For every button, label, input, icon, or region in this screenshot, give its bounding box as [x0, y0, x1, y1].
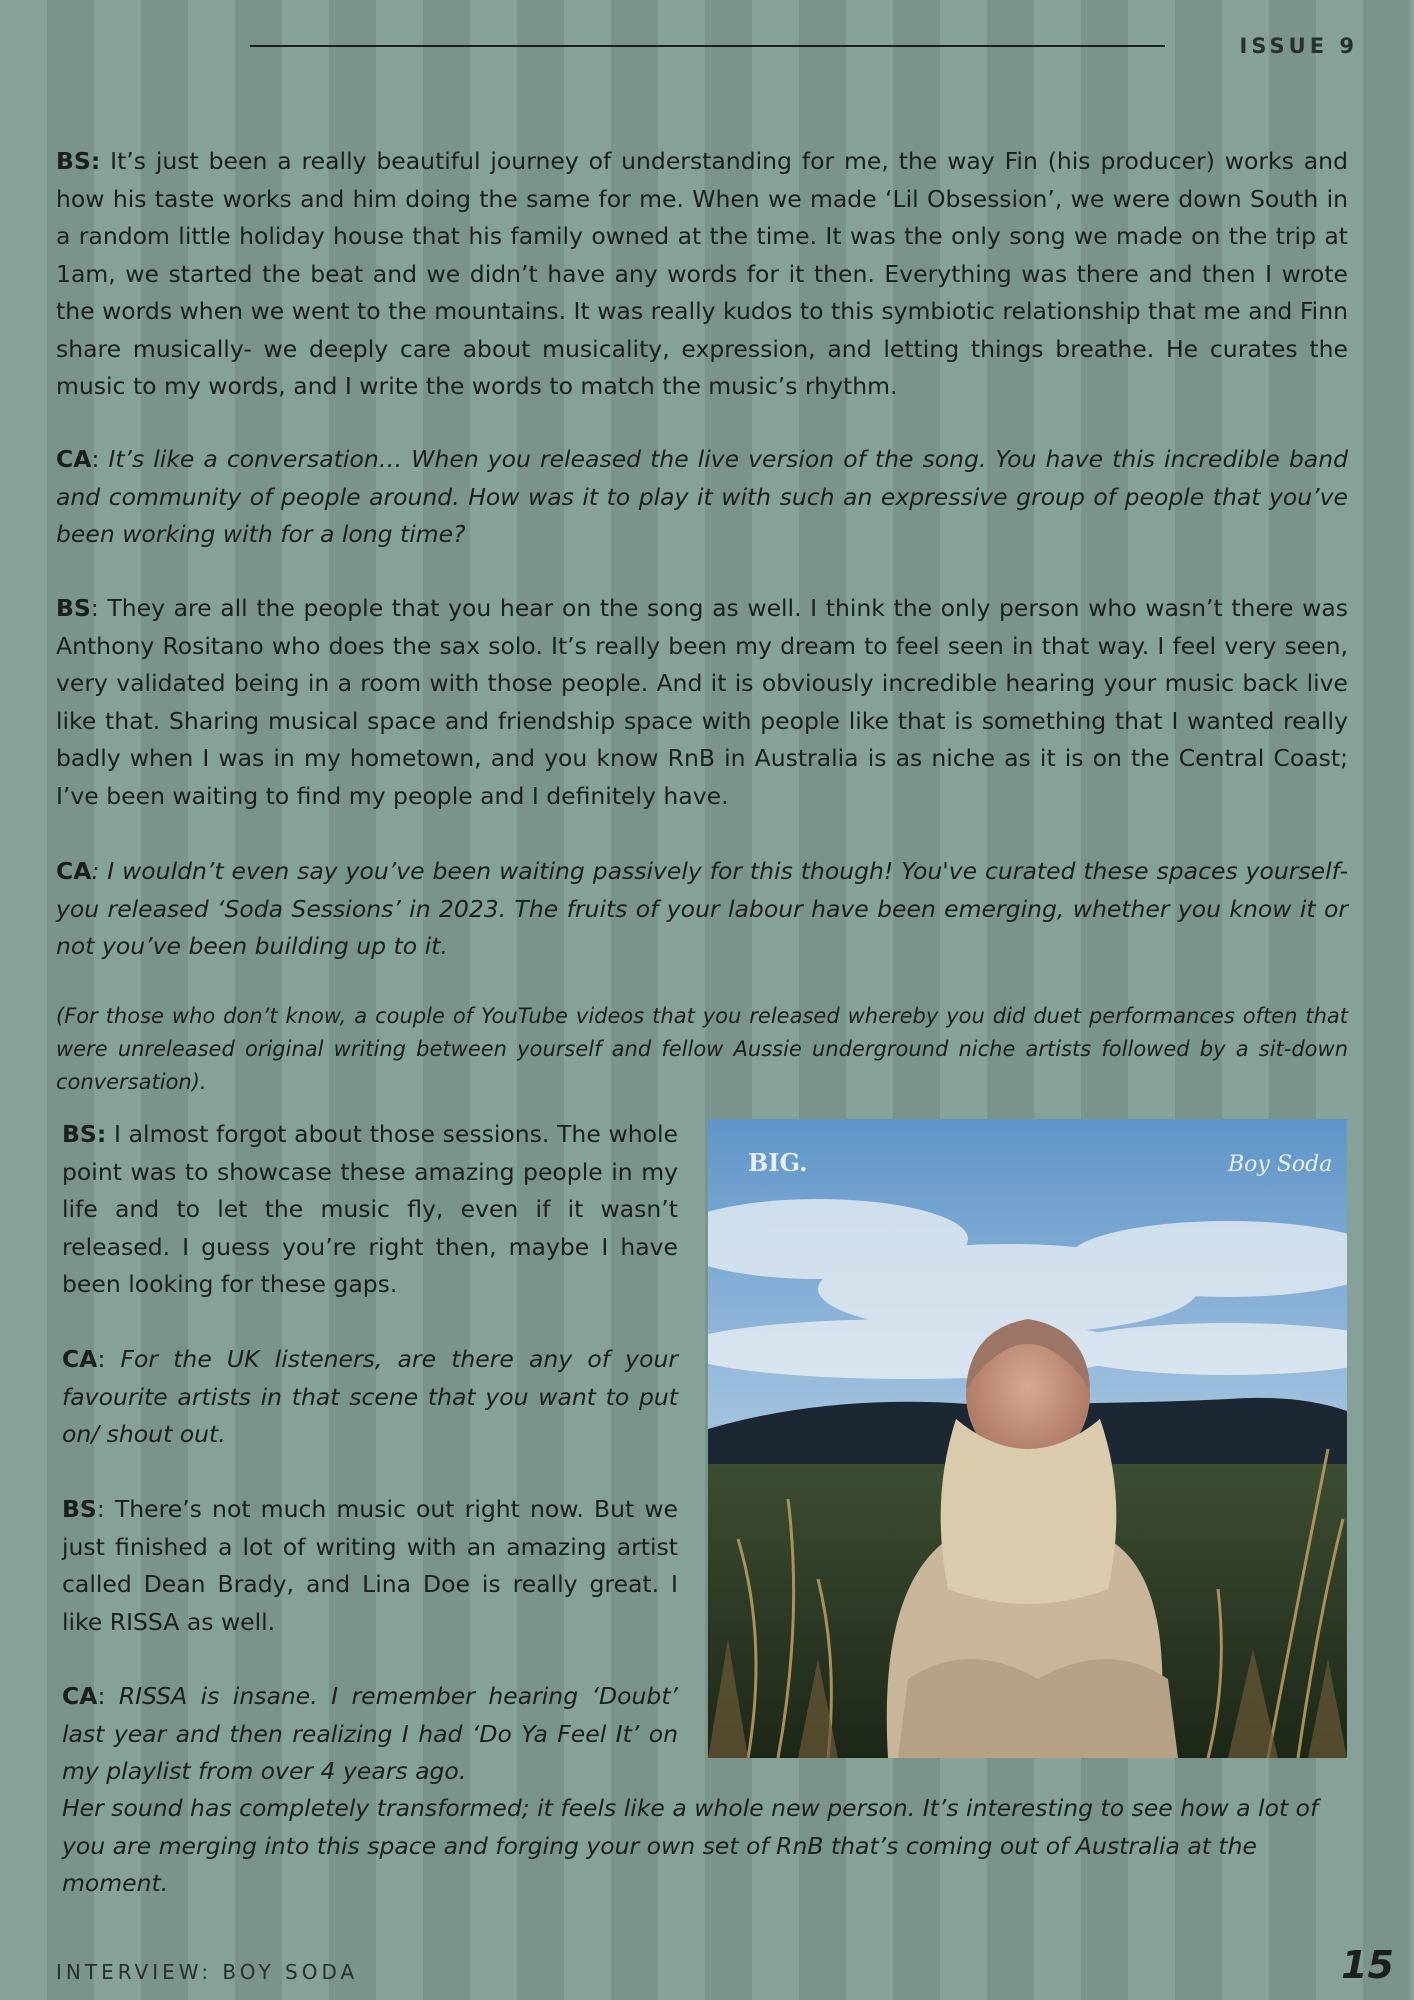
speaker-label: BS — [62, 1495, 97, 1523]
aside-note: (For those who don’t know, a couple of YouTube videos that you released whereby you did duet performances often that were unreleased original writing between yourself and fellow Aussie underground niche artists followed by a sit-down conversation). — [56, 1004, 1348, 1094]
artist-photo — [708, 1119, 1347, 1758]
paragraph-ca-1 — [56, 441, 1348, 554]
paragraph-text: I almost forgot about those sessions. The whole point was to showcase these amazing people in my life and to let the music fly, even if it wasn’t released. I guess you’re right then, maybe I have been looking for these gaps. — [62, 1120, 678, 1298]
paragraph-bs-1 — [56, 143, 1348, 406]
paragraph-bs-3 — [62, 1116, 678, 1304]
paragraph-text: It’s just been a really beautiful journey of understanding for me, the way Fin (his producer) works and how his taste works and him doing the same for me. When we made ‘Lil Obsession’, we were down South in a random little holiday house that his family owned at the time. It was the only song we made on the trip at 1am, we started the beat and we didn’t have any words for it then. Everything was there and then I wrote the words when we went to the mountains. It was really kudos to this symbiotic relationship that me and Finn share musically- we deeply care about musicality, expression, and letting things breathe. He curates the music to my words, and I write the words to match the music’s rhythm. — [56, 147, 1348, 400]
header-rule — [250, 45, 1165, 47]
speaker-label: CA — [56, 857, 92, 885]
logo-text-right: Boy Soda — [1228, 1152, 1333, 1177]
paragraph-text: It’s like a conversation… When you released the live version of the song. You have this incredible band and community of people around. How was it to play it with such an expressive group of people that you’ve been working with for a long time? — [56, 445, 1349, 548]
paragraph-ca-4-continued: Her sound has completely transformed; it feels like a whole new person. It’s interesting to see how a lot of you are merging into this space and forging your own set of RnB that’s coming out of Australia at the moment. — [62, 1794, 1319, 1897]
speaker-label: CA — [62, 1345, 98, 1373]
speaker-label: BS: — [56, 147, 101, 175]
photo-illustration — [708, 1119, 1347, 1758]
speaker-label: BS: — [62, 1120, 107, 1148]
paragraph-text: RISSA is insane. I remember hearing ‘Doubt’ last year and then realizing I had ‘Do Ya Feel It’ on my playlist from over 4 years ago. — [62, 1682, 678, 1785]
paragraph-text: : They are all the people that you hear on the song as well. I think the only person who wasn’t there was Anthony Rositano who does the sax solo. It’s really been my dream to feel seen in that way. I feel very seen, very validated being in a room with those people. And it is obviously incredible hearing your music back live like that. Sharing musical space and friendship space with people like that is something that I wanted really badly when I was in my hometown, and you know RnB in Australia is as niche as it is on the Central Coast; I’ve been waiting to find my people and I definitely have. — [56, 594, 1348, 810]
speaker-separator: : — [91, 445, 109, 473]
footer-section-label: INTERVIEW: BOY SODA — [56, 1960, 359, 1984]
page-number: 15 — [1341, 1943, 1394, 1987]
paragraph-bs-4 — [62, 1491, 678, 1641]
paragraph-ca-3 — [62, 1341, 678, 1454]
paragraph-text: : I wouldn’t even say you’ve been waiting passively for this though! You've curated these spaces yourself- you released ‘Soda Sessions’ in 2023. The fruits of your labour have been emerging, whether you know it or not you’ve been building up to it. — [56, 857, 1348, 960]
speaker-separator: : — [97, 1345, 121, 1373]
paragraph-ca-2 — [56, 853, 1348, 966]
paragraph-ca-4 — [62, 1678, 678, 1791]
speaker-label: CA — [56, 445, 92, 473]
paragraph-text: : There’s not much music out right now. But we just finished a lot of writing with an amazing artist called Dean Brady, and Lina Doe is really great. I like RISSA as well. — [62, 1495, 678, 1636]
paragraph-bs-2 — [56, 590, 1348, 815]
speaker-label: CA — [62, 1682, 98, 1710]
issue-label: ISSUE 9 — [1239, 34, 1358, 58]
paragraph-text: For the UK listeners, are there any of your favourite artists in that scene that you want to put on/ shout out. — [62, 1345, 679, 1448]
speaker-label: BS — [56, 594, 91, 622]
speaker-separator: : — [97, 1682, 119, 1710]
logo-text-left: BIG. — [748, 1148, 808, 1177]
